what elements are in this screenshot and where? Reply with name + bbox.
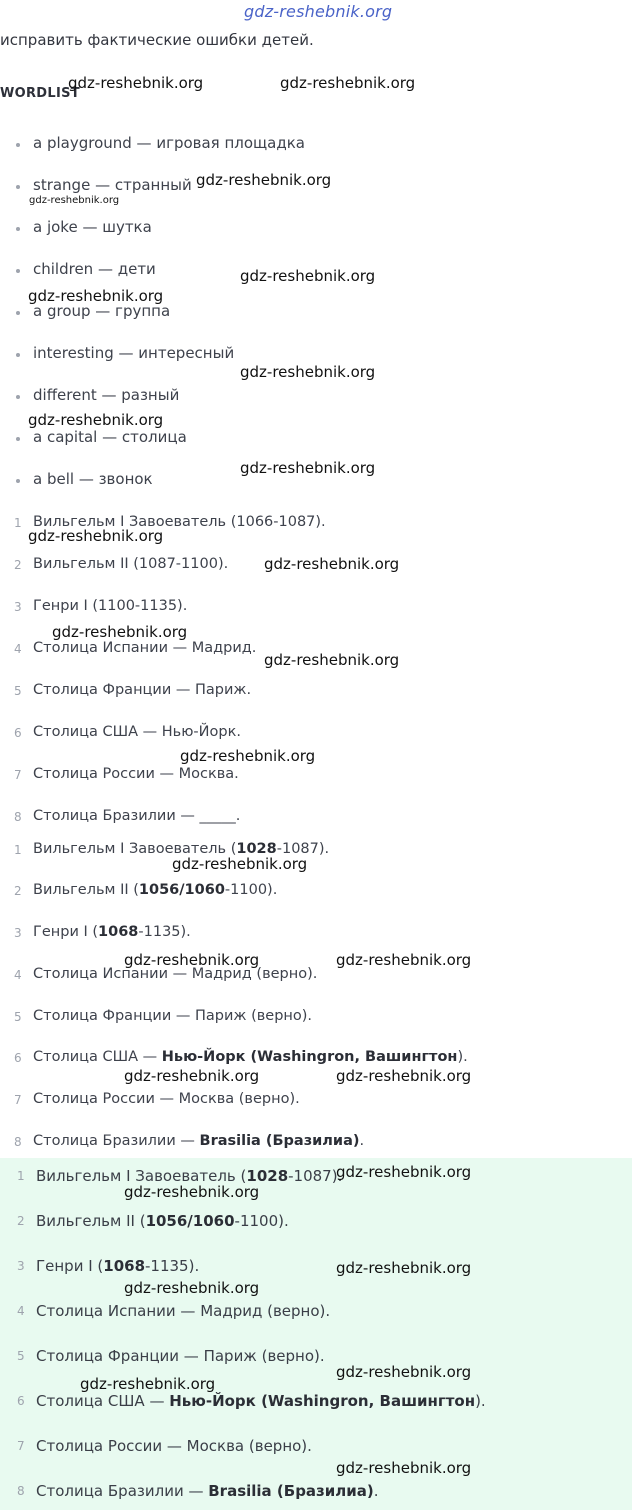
word-item: strange — странный xyxy=(33,176,192,194)
list-number: 3 xyxy=(14,600,22,614)
list-number: 1 xyxy=(14,843,22,857)
watermark: gdz-reshebnik.org xyxy=(240,459,376,477)
list-number: 3 xyxy=(17,1259,25,1273)
watermark: gdz-reshebnik.org xyxy=(124,1067,260,1085)
watermark: gdz-reshebnik.org xyxy=(264,555,400,573)
bullet-icon xyxy=(16,185,20,189)
list-number: 8 xyxy=(14,1135,22,1149)
list-item: Столица Бразилии — Brasilia (Бразилиа). xyxy=(36,1482,379,1500)
list-number: 5 xyxy=(14,1010,22,1024)
watermark: gdz-reshebnik.org xyxy=(172,855,308,873)
list-item: Столица Франции — Париж. xyxy=(33,682,252,698)
watermark: gdz-reshebnik.org xyxy=(52,623,188,641)
list-number: 4 xyxy=(14,968,22,982)
watermark: gdz-reshebnik.org xyxy=(80,1375,216,1393)
answer-block xyxy=(0,1158,632,1510)
bullet-icon xyxy=(16,227,20,231)
bullet-icon xyxy=(16,353,20,357)
bullet-icon xyxy=(16,143,20,147)
list-item: Столица Франции — Париж (верно). xyxy=(33,1008,313,1024)
list-item: Вильгельм I Завоеватель (1066-1087). xyxy=(33,514,326,530)
wordlist-title: WORDLIST xyxy=(0,86,80,101)
watermark: gdz-reshebnik.org xyxy=(68,74,204,92)
list-item: Столица США — Нью-Йорк (Washingron, Вашингтон). xyxy=(36,1392,486,1410)
watermark: gdz-reshebnik.org xyxy=(280,74,416,92)
list-item: Вильгельм I Завоеватель (1028-1087). xyxy=(33,841,330,857)
watermark: gdz-reshebnik.org xyxy=(28,411,164,429)
list-number: 2 xyxy=(14,884,22,898)
list-item: Столица Бразилии — _____. xyxy=(33,808,241,824)
list-number: 7 xyxy=(14,1093,22,1107)
list-number: 6 xyxy=(17,1394,25,1408)
bullet-icon xyxy=(16,437,20,441)
top-watermark: gdz-reshebnik.org xyxy=(244,2,393,21)
word-item: different — разный xyxy=(33,386,180,404)
watermark: gdz-reshebnik.org xyxy=(336,951,472,969)
list-item: Столица США — Нью-Йорк. xyxy=(33,724,241,740)
list-number: 2 xyxy=(17,1214,25,1228)
watermark: gdz-reshebnik.org xyxy=(180,747,316,765)
watermark: gdz-reshebnik.org xyxy=(336,1067,472,1085)
list-item: Столица Испании — Мадрид. xyxy=(33,640,257,656)
list-number: 3 xyxy=(14,926,22,940)
list-number: 8 xyxy=(14,810,22,824)
word-item: a playground — игровая площадка xyxy=(33,134,305,152)
watermark: gdz-reshebnik.org xyxy=(124,951,260,969)
list-item: Вильгельм II (1087-1100). xyxy=(33,556,229,572)
list-item: Столица России — Москва (верно). xyxy=(36,1437,312,1455)
list-item: Вильгельм II (1056/1060-1100). xyxy=(33,882,278,898)
list-number: 6 xyxy=(14,1051,22,1065)
list-number: 5 xyxy=(17,1349,25,1363)
list-item: Вильгельм I Завоеватель (1028-1087). xyxy=(36,1167,343,1185)
word-item: a group — группа xyxy=(33,302,171,320)
watermark: gdz-reshebnik.org xyxy=(336,1163,472,1181)
list-item: Столица Франции — Париж (верно). xyxy=(36,1347,325,1365)
watermark: gdz-reshebnik.org xyxy=(240,267,376,285)
list-number: 5 xyxy=(14,684,22,698)
list-number: 1 xyxy=(14,516,22,530)
list-number: 7 xyxy=(17,1439,25,1453)
watermark: gdz-reshebnik.org xyxy=(28,527,164,545)
list-item: Столица Бразилии — Brasilia (Бразилиа). xyxy=(33,1133,365,1149)
list-item: Генри I (1100-1135). xyxy=(33,598,188,614)
watermark: gdz-reshebnik.org xyxy=(240,363,376,381)
intro-text: исправить фактические ошибки детей. xyxy=(0,31,314,49)
list-item: Столица США — Нью-Йорк (Washingron, Вашингтон). xyxy=(33,1049,468,1065)
list-number: 6 xyxy=(14,726,22,740)
word-item: interesting — интересный xyxy=(33,344,235,362)
list-number: 1 xyxy=(17,1169,25,1183)
bullet-icon xyxy=(16,311,20,315)
word-item: a joke — шутка xyxy=(33,218,152,236)
list-number: 2 xyxy=(14,558,22,572)
list-number: 4 xyxy=(17,1304,25,1318)
watermark: gdz-reshebnik.org xyxy=(124,1279,260,1297)
list-item: Столица Испании — Мадрид (верно). xyxy=(36,1302,331,1320)
list-item: Вильгельм II (1056/1060-1100). xyxy=(36,1212,289,1230)
list-number: 4 xyxy=(14,642,22,656)
watermark: gdz-reshebnik.org xyxy=(336,1259,472,1277)
watermark: gdz-reshebnik.org xyxy=(336,1363,472,1381)
watermark: gdz-reshebnik.org xyxy=(28,287,164,305)
watermark: gdz-reshebnik.org xyxy=(264,651,400,669)
watermark: gdz-reshebnik.org xyxy=(196,171,332,189)
bullet-icon xyxy=(16,395,20,399)
word-item: children — дети xyxy=(33,260,156,278)
bullet-icon xyxy=(16,269,20,273)
list-number: 7 xyxy=(14,768,22,782)
list-item: Столица России — Москва. xyxy=(33,766,239,782)
watermark: gdz-reshebnik.org xyxy=(336,1459,472,1477)
list-item: Столица России — Москва (верно). xyxy=(33,1091,300,1107)
list-item: Генри I (1068-1135). xyxy=(33,924,191,940)
watermark: gdz-reshebnik.org xyxy=(29,195,120,206)
word-item: a bell — звонок xyxy=(33,470,153,488)
list-item: Столица Испании — Мадрид (верно). xyxy=(33,966,318,982)
word-item: a capital — столица xyxy=(33,428,187,446)
list-number: 8 xyxy=(17,1484,25,1498)
watermark: gdz-reshebnik.org xyxy=(124,1183,260,1201)
list-item: Генри I (1068-1135). xyxy=(36,1257,200,1275)
bullet-icon xyxy=(16,479,20,483)
